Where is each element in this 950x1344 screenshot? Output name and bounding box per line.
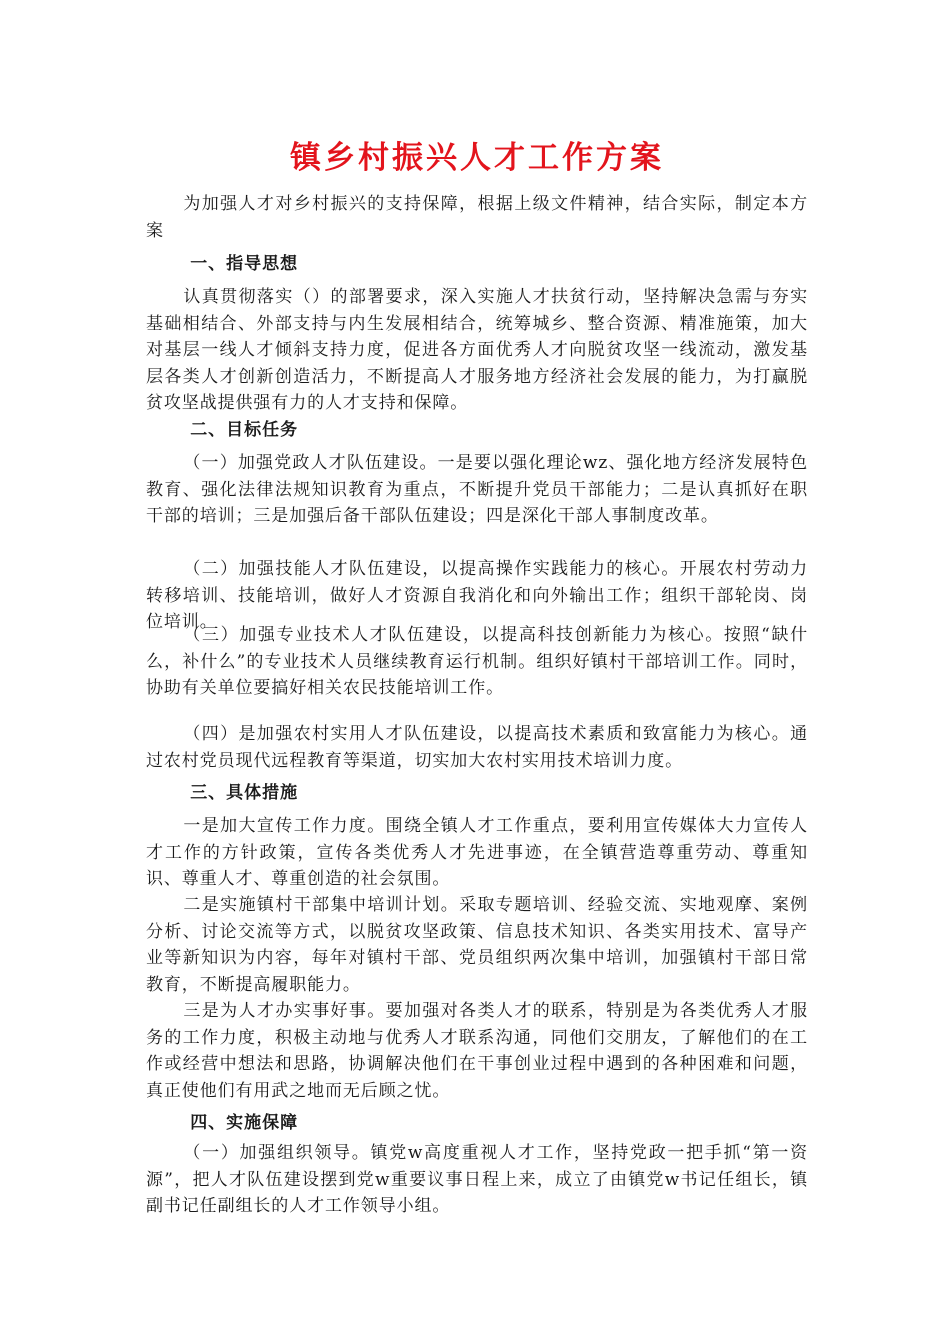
section4-paragraph-1: （一）加强组织领导。镇党w高度重视人才工作，坚持党政一把手抓“第一资源”，把人才队伍建设摆到党w重要议事日程上来，成立了由镇党w书记任组长，镇副书记任副组长的人才工作领导小组。 <box>146 1143 808 1216</box>
intro-paragraph: 为加强人才对乡村振兴的支持保障，根据上级文件精神，结合实际，制定本方案 <box>146 194 808 241</box>
section2-paragraph-3: （三）加强专业技术人才队伍建设，以提高科技创新能力为核心。按照“缺什么，补什么”的专业技术人员继续教育运行机制。组织好镇村干部培训工作。同时，协助有关单位要搞好相关农民技能培训工作。 <box>146 625 808 698</box>
section-heading-safeguards: 四、实施保障 <box>190 1113 299 1133</box>
document-title: 镇乡村振兴人才工作方案 <box>290 140 664 176</box>
section-heading-goals: 二、目标任务 <box>190 420 299 440</box>
section3-paragraph-1: 一是加大宣传工作力度。围绕全镇人才工作重点，要利用宣传媒体大力宣传人才工作的方针政策，宣传各类优秀人才先进事迹，在全镇营造尊重劳动、尊重知识、尊重人才、尊重创造的社会氛围。 <box>146 816 808 889</box>
section1-paragraph: 认真贯彻落实（）的部署要求，深入实施人才扶贫行动，坚持解决急需与夯实基础相结合、外部支持与内生发展相结合，统筹城乡、整合资源、精准施策，加大对基层一线人才倾斜支持力度，促进各方面优秀人才向脱贫攻坚一线流动，激发基层各类人才创新创造活力，不断提高人才服务地方经济社会发展的能力，为打赢脱贫攻坚战提供强有力的人才支持和保障。 <box>146 287 808 413</box>
section3-paragraph-3: 三是为人才办实事好事。要加强对各类人才的联系，特别是为各类优秀人才服务的工作力度，积极主动地与优秀人才联系沟通，同他们交朋友，了解他们的在工作或经营中想法和思路，协调解决他们在干事创业过程中遇到的各种困难和问题，真正使他们有用武之地而无后顾之忧。 <box>146 1001 808 1101</box>
section2-paragraph-4: （四）是加强农村实用人才队伍建设，以提高技术素质和致富能力为核心。通过农村党员现代远程教育等渠道，切实加大农村实用技术培训力度。 <box>146 724 808 771</box>
section-heading-guiding-ideology: 一、指导思想 <box>190 254 299 274</box>
section2-paragraph-1: （一）加强党政人才队伍建设。一是要以强化理论wz、强化地方经济发展特色教育、强化法律法规知识教育为重点，不断提升党员干部能力；二是认真抓好在职干部的培训；三是加强后备干部队伍建设；四是深化干部人事制度改革。 <box>146 453 808 526</box>
section3-paragraph-2: 二是实施镇村干部集中培训计划。采取专题培训、经验交流、实地观摩、案例分析、讨论交流等方式，以脱贫攻坚政策、信息技术知识、各类实用技术、富导产业等新知识为内容，每年对镇村干部、党员组织两次集中培训，加强镇村干部日常教育，不断提高履职能力。 <box>146 895 808 995</box>
section-heading-measures: 三、具体措施 <box>190 783 299 803</box>
section2-paragraph-2: （二）加强技能人才队伍建设，以提高操作实践能力的核心。开展农村劳动力转移培训、技能培训，做好人才资源自我消化和向外输出工作；组织干部轮岗、岗位培训。 <box>146 559 808 632</box>
